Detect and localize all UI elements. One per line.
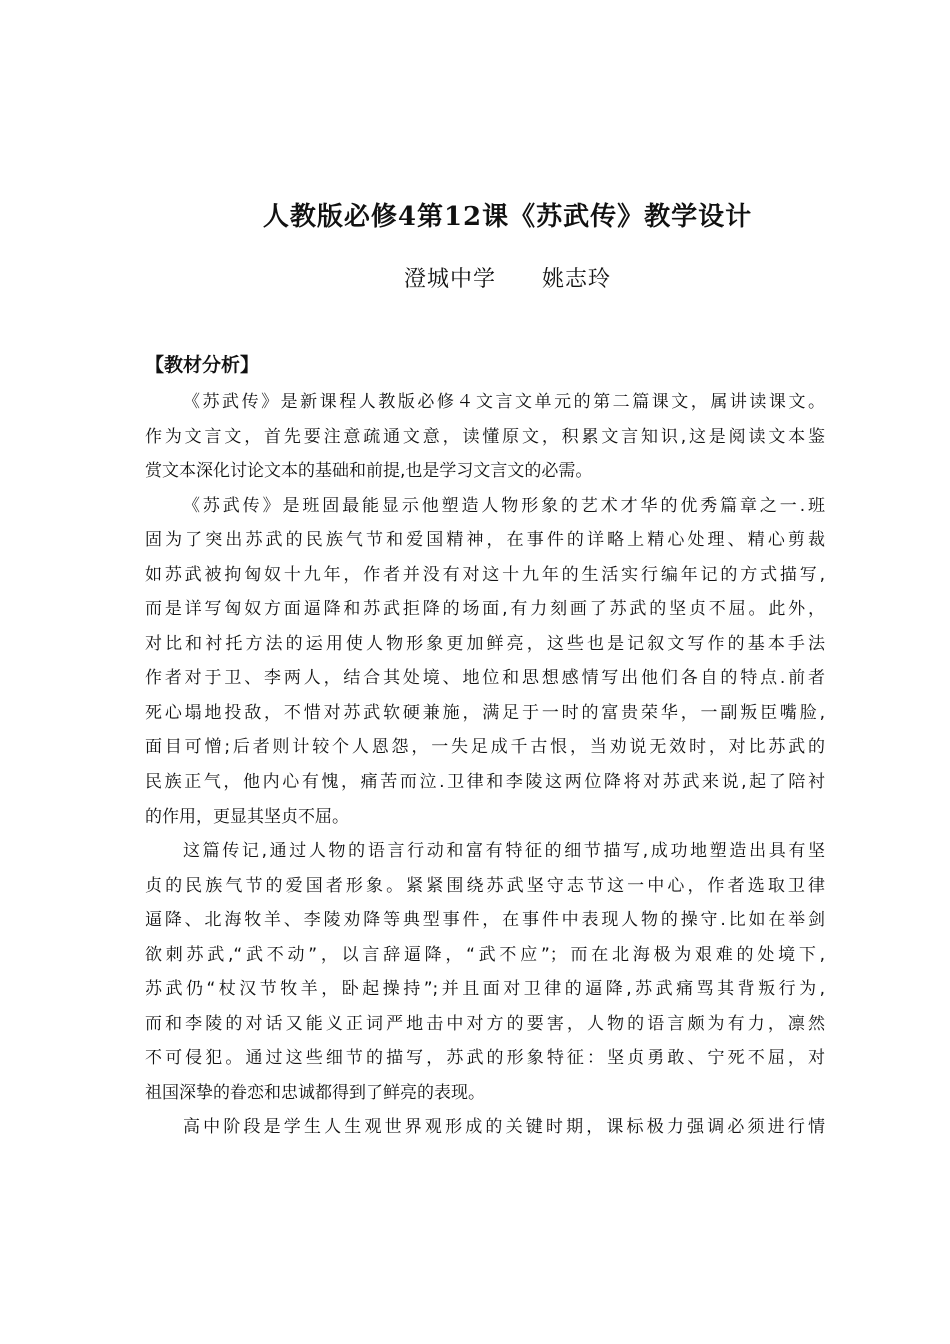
author-school: 澄城中学 xyxy=(403,267,496,292)
text-line: 作者对于卫、李两人，结合其处境、地位和思想感情写出他们各自的特点.前者 xyxy=(145,668,825,689)
text-line: 面目可憎;后者则计较个人恩怨，一失足成千古恨，当劝说无效时，对比苏武的 xyxy=(145,737,825,758)
document-title: 人教版必修4第12课《苏武传》教学设计 xyxy=(262,202,753,232)
text-line: 苏武仍“杖汉节牧羊，卧起操持”;并且面对卫律的逼降,苏武痛骂其背叛行为, xyxy=(145,979,825,1000)
text-line: 作为文言文，首先要注意疏通文意，读懂原文，积累文言知识,这是阅读文本鉴 xyxy=(145,426,825,447)
text-line: 赏文本深化讨论文本的基础和前提,也是学习文言文的必需。 xyxy=(145,461,593,482)
text-line: 如苏武被拘匈奴十九年，作者并没有对这十九年的生活实行编年记的方式描写, xyxy=(145,564,825,585)
text-line: 固为了突出苏武的民族气节和爱国精神，在事件的详略上精心处理、精心剪裁 xyxy=(145,530,825,551)
text-line: 而是详写匈奴方面逼降和苏武拒降的场面,有力刻画了苏武的坚贞不屈。此外， xyxy=(145,599,825,620)
text-line: 这篇传记,通过人物的语言行动和富有特征的细节描写,成功地塑造出具有坚 xyxy=(183,841,825,862)
text-line: 《苏武传》是新课程人教版必修４文言文单元的第二篇课文，属讲读课文。 xyxy=(183,392,825,412)
text-line: 《苏武传》是班固最能显示他塑造人物形象的艺术才华的优秀篇章之一.班 xyxy=(183,495,825,516)
text-line: 死心塌地投敌，不惜对苏武软硬兼施，满足于一时的富贵荣华，一副叛臣嘴脸, xyxy=(145,702,825,723)
text-line: 祖国深挚的眷恋和忠诚都得到了鲜亮的表现。 xyxy=(145,1082,485,1103)
text-line: 逼降、北海牧羊、李陵劝降等典型事件，在事件中表现人物的操守.比如在举剑 xyxy=(145,910,825,931)
text-line: 而和李陵的对话又能义正词严地击中对方的要害，人物的语言颇为有力，凛然 xyxy=(145,1013,825,1034)
text-line: 贞的民族气节的爱国者形象。紧紧围绕苏武坚守志节这一中心，作者选取卫律 xyxy=(145,875,825,896)
text-line: 高中阶段是学生人生观世界观形成的关键时期，课标极力强调必须进行情 xyxy=(183,1117,825,1138)
section-heading: 【教材分析】 xyxy=(145,354,260,376)
text-line: 不可侵犯。通过这些细节的描写，苏武的形象特征：坚贞勇敢、宁死不屈，对 xyxy=(145,1048,825,1069)
author-line xyxy=(150,262,865,293)
text-line: 对比和衬托方法的运用使人物形象更加鲜亮，这些也是记叙文写作的基本手法 xyxy=(145,633,825,654)
text-line: 民族正气，他内心有愧，痛苦而泣.卫律和李陵这两位降将对苏武来说,起了陪衬 xyxy=(145,772,825,793)
text-line: 欲刺苏武,“武不动”，以言辞逼降，“武不应”；而在北海极为艰难的处境下, xyxy=(145,944,825,965)
body-text xyxy=(145,385,825,1145)
text-line: 的作用，更显其坚贞不屈。 xyxy=(145,806,349,827)
author-name: 姚志玲 xyxy=(542,267,612,292)
